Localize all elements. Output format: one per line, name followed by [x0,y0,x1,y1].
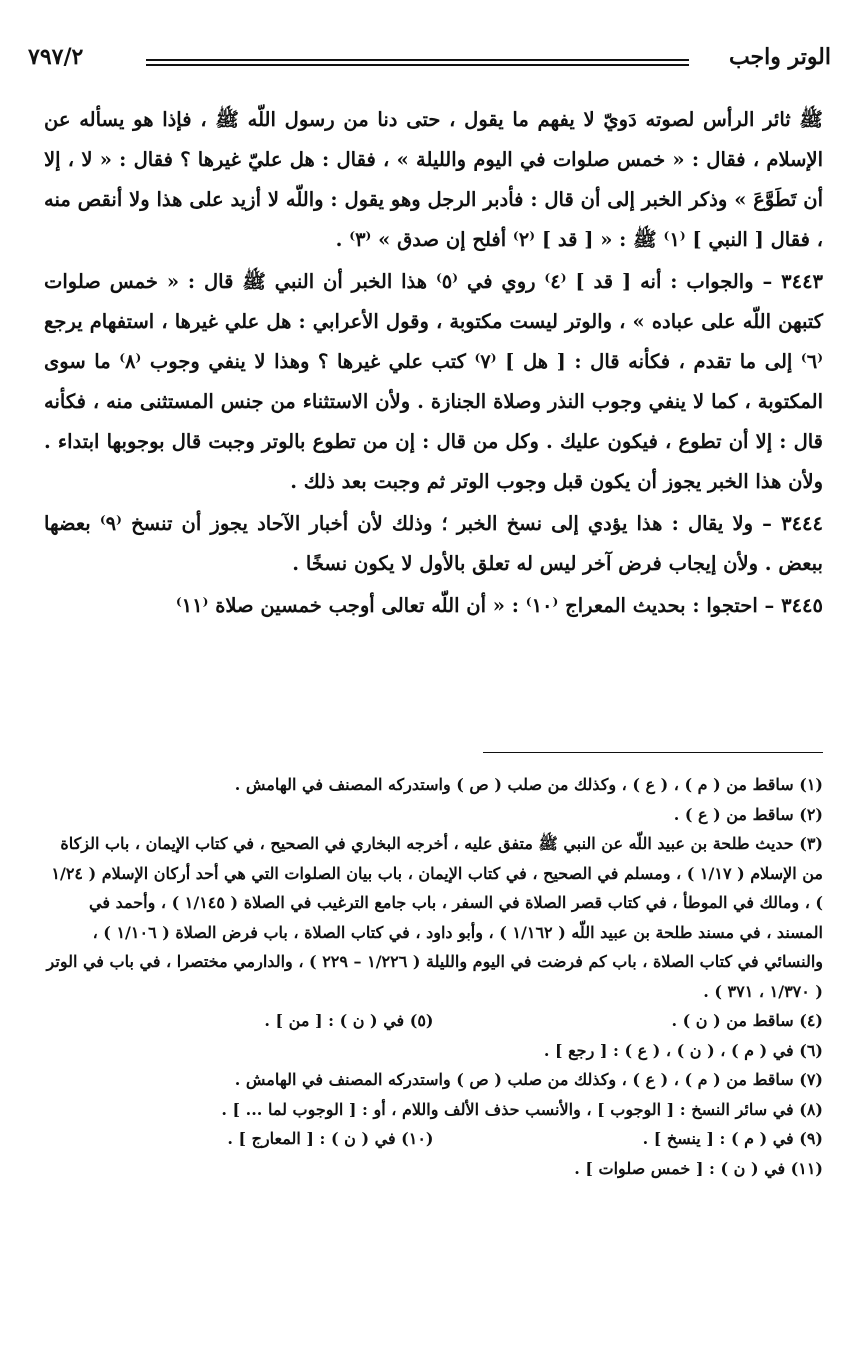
header-rule [146,64,689,66]
chapter-title: الوتر واجب [728,44,831,70]
running-header [28,44,839,84]
footnote: (١) ساقط من ( م ) ، ( ع ) ، وكذلك من صلب ( ص ) واستدركه المصنف في الهامش . [234,775,823,794]
footnote: (٨) في سائر النسخ : [ الوجوب ] ، والأنسب حذف الألف واللام ، أو : [ الوجوب لما ... ] . [221,1099,823,1119]
footnote: (٧) ساقط من ( م ) ، ( ع ) ، وكذلك من صلب ( ص ) واستدركه المصنف في الهامش . [234,1070,823,1089]
footnote-divider [483,752,823,753]
paragraph: ٣٤٤٤ – ولا يقال : هذا يؤدي إلى نسخ الخبر ؛ وذلك لأن أخبار الآحاد يجوز أن تنسخ ⁽٩⁾ بعضها ببعض . ولأن إيجاب فرض آخر ليس له تعلق بالأول لا يكون نسخًا . [44,512,823,575]
footnote-row [44,1124,823,1154]
footnote: (١٠) في ( ن ) : [ المعارج ] . [227,1129,434,1148]
footnote-row [44,1006,823,1036]
footnote: (٣) حديث طلحة بن عبيد اللّه عن النبي ﷺ متفق عليه ، أخرجه البخاري في الصحيح ، في كتاب الإيمان ، باب الزكاة من الإسلام ( ١/١٧ ) ، ومسلم في الصحيح ، في كتاب الإيمان ، باب بيان الصلوات التي هي أحد أركان الإسلام ( ١/٢٤ ) ، ومالك في الموطأ ، في كتاب قصر الصلاة في السفر ، باب جامع الترغيب في الصلاة ( ١/١٤٥ ) ، وأحمد في المسند ، في مسند طلحة بن عبيد اللّه ( ١/١٦٢ ) ، وأبو داود ، في كتاب الصلاة ، باب فرض الصلاة ( ١/١٠٦ ) ، والنسائي في كتاب الصلاة ، باب كم فرضت في اليوم والليلة ( ١/٢٢٦ – ٢٢٩ ) ، والدارمي مختصرا ، في باب في الوتر ( ١/٣٧٠ ، ٣٧١ ) . [46,834,823,1001]
footnote: (٤) ساقط من ( ن ) . [671,1011,823,1030]
footnotes [44,770,823,1183]
footnote: (٥) في ( ن ) : [ من ] . [264,1011,434,1030]
header-rule [146,59,689,61]
footnote: (٩) في ( م ) : [ ينسخ ] . [642,1129,823,1148]
paragraph: ﷺ ثائر الرأس لصوته دَويّ لا يفهم ما يقول ، حتى دنا من رسول اللّه ﷺ ، فإذا هو يسأله عن الإسلام ، فقال : « خمس صلوات في اليوم والليلة » ، فقال : هل عليّ غيرها ؟ فقال : « لا ، إلا أن تَطَوَّعَ » وذكر الخبر إلى أن قال : فأدبر الرجل وهو يقول : واللّه لا أزيد على هذا ولا أنقص منه ، فقال [ النبي ] ⁽١⁾ ﷺ : « [ قد ] ⁽٢⁾ أفلح إن صدق » ⁽٣⁾ . [44,108,823,251]
paragraph: ٣٤٤٥ – احتجوا : بحديث المعراج ⁽١٠⁾ : « أن اللّه تعالى أوجب خمسين صلاة ⁽١١⁾ [175,594,823,617]
main-text [44,100,823,628]
footnote: (٦) في ( م ) ، ( ن ) ، ( ع ) : [ رجع ] . [543,1040,823,1060]
paragraph: ٣٤٤٣ – والجواب : أنه [ قد ] ⁽٤⁾ روي في ⁽٥⁾ هذا الخبر أن النبي ﷺ قال : « خمس صلوات كتبهن اللّه على عباده » ، والوتر ليست مكتوبة ، وقول الأعرابي : هل علي غيرها ، استفهام يرجع ⁽٦⁾ إلى ما تقدم ، فكأنه قال : [ هل ] ⁽٧⁾ كتب علي غيرها ؟ وهذا لا ينفي وجوب ⁽٨⁾ ما سوى المكتوبة ، كما لا ينفي وجوب النذر وصلاة الجنازة . ولأن الاستثناء من جنس المستثنى منه ، فكأنه قال : إلا أن تطوع ، فيكون عليك . وكل من قال : إن من تطوع بالوتر وجبت قال بوجوبها ابتداء . ولأن هذا الخبر يجوز أن يكون قبل وجوب الوتر ثم وجبت بعد ذلك . [44,270,824,493]
footnote: (١١) في ( ن ) : [ خمس صلوات ] . [574,1158,823,1178]
footnote: (٢) ساقط من ( ع ) . [673,804,823,824]
page-number: ٧٩٧/٢ [28,44,84,70]
